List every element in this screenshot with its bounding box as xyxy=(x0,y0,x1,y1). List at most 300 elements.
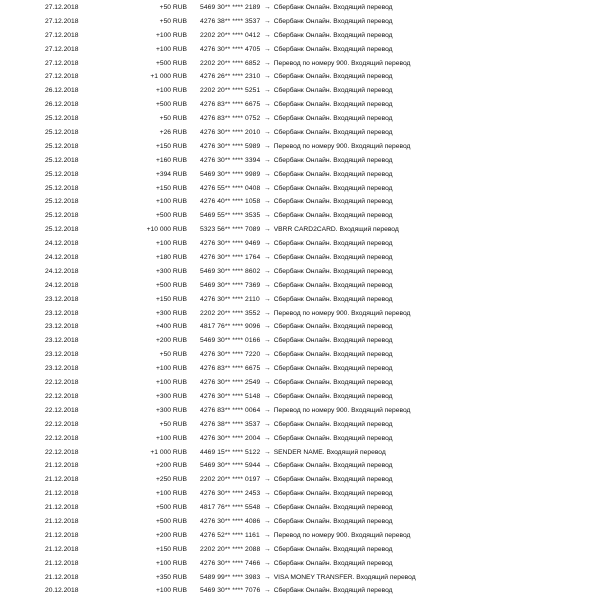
transaction-description-text: Сбербанк Онлайн. Входящий перевод xyxy=(273,392,393,400)
arrow-right-icon: → xyxy=(264,212,271,220)
transaction-row[interactable] xyxy=(0,29,601,43)
transaction-amount: +500 RUB xyxy=(155,517,187,525)
transaction-description xyxy=(264,112,393,126)
transaction-card-number: 5469 30** **** 7369 xyxy=(200,281,261,289)
transaction-card-number: 4469 15** **** 5122 xyxy=(200,448,261,456)
transaction-row[interactable] xyxy=(0,251,601,265)
transaction-description xyxy=(264,70,393,84)
transaction-date: 27.12.2018 xyxy=(45,17,79,25)
transaction-card-number: 5489 99** **** 3983 xyxy=(200,573,261,581)
arrow-right-icon: → xyxy=(264,504,271,512)
transaction-description xyxy=(264,446,386,460)
transaction-date: 24.12.2018 xyxy=(45,281,79,289)
arrow-right-icon: → xyxy=(264,323,271,331)
transaction-amount: +300 RUB xyxy=(155,392,187,400)
transaction-card-number: 4276 30** **** 4705 xyxy=(200,45,261,53)
transaction-description xyxy=(264,307,410,321)
arrow-right-icon: → xyxy=(264,226,271,234)
transaction-date: 21.12.2018 xyxy=(45,573,79,581)
transaction-row[interactable] xyxy=(0,84,601,98)
transaction-row[interactable] xyxy=(0,487,601,501)
transaction-description-text: Сбербанк Онлайн. Входящий перевод xyxy=(273,295,393,303)
transaction-card-number: 4276 26** **** 2310 xyxy=(200,73,261,81)
transaction-row[interactable] xyxy=(0,446,601,460)
transaction-description-text: Перевод по номеру 900. Входящий перевод xyxy=(273,531,411,539)
transaction-amount: +50 RUB xyxy=(159,17,187,25)
transaction-description xyxy=(264,84,393,98)
transaction-row[interactable] xyxy=(0,70,601,84)
transaction-row[interactable] xyxy=(0,43,601,57)
transaction-description xyxy=(264,487,393,501)
transaction-amount: +200 RUB xyxy=(155,337,187,345)
transaction-amount: +150 RUB xyxy=(155,142,187,150)
transaction-amount: +350 RUB xyxy=(155,573,187,581)
transaction-description xyxy=(264,126,393,140)
transaction-date: 23.12.2018 xyxy=(45,351,79,359)
transaction-date: 21.12.2018 xyxy=(45,517,79,525)
transaction-amount: +400 RUB xyxy=(155,323,187,331)
transaction-row[interactable] xyxy=(0,126,601,140)
transaction-card-number: 4817 76** **** 9096 xyxy=(200,323,261,331)
transaction-row[interactable] xyxy=(0,515,601,529)
transaction-row[interactable] xyxy=(0,154,601,168)
arrow-right-icon: → xyxy=(264,101,271,109)
arrow-right-icon: → xyxy=(264,73,271,81)
transaction-description xyxy=(264,98,393,112)
transaction-amount: +100 RUB xyxy=(155,240,187,248)
transaction-description xyxy=(264,432,393,446)
transaction-amount: +394 RUB xyxy=(155,170,187,178)
transaction-card-number: 4276 30** **** 7220 xyxy=(200,351,261,359)
transaction-description xyxy=(264,543,393,557)
transaction-description xyxy=(264,404,410,418)
transaction-row[interactable] xyxy=(0,404,601,418)
transaction-card-number: 2202 20** **** 0412 xyxy=(200,31,261,39)
transaction-card-number: 4276 30** **** 2110 xyxy=(200,295,260,303)
transaction-amount: +100 RUB xyxy=(155,87,187,95)
transaction-description-text: VBRR CARD2CARD. Входящий перевод xyxy=(273,226,399,234)
transaction-description xyxy=(264,15,393,29)
transaction-description-text: Сбербанк Онлайн. Входящий перевод xyxy=(273,504,393,512)
arrow-right-icon: → xyxy=(264,87,271,95)
transaction-date: 25.12.2018 xyxy=(45,170,79,178)
transaction-description-text: Сбербанк Онлайн. Входящий перевод xyxy=(273,351,393,359)
transaction-card-number: 4276 30** **** 2010 xyxy=(200,129,261,137)
arrow-right-icon: → xyxy=(264,490,271,498)
transaction-amount: +100 RUB xyxy=(155,198,187,206)
transaction-description-text: Сбербанк Онлайн. Входящий перевод xyxy=(273,73,393,81)
transaction-amount: +200 RUB xyxy=(155,531,187,539)
transaction-date: 25.12.2018 xyxy=(45,115,79,123)
arrow-right-icon: → xyxy=(264,156,271,164)
transaction-date: 24.12.2018 xyxy=(45,267,79,275)
transaction-description-text: Сбербанк Онлайн. Входящий перевод xyxy=(273,198,393,206)
transaction-description xyxy=(264,168,393,182)
transaction-card-number: 2202 20** **** 5251 xyxy=(200,87,261,95)
transaction-date: 21.12.2018 xyxy=(45,490,79,498)
transaction-card-number: 5469 30** **** 7076 xyxy=(200,587,261,595)
transaction-amount: +500 RUB xyxy=(155,59,187,67)
transaction-row[interactable] xyxy=(0,209,601,223)
transaction-card-number: 4276 30** **** 5148 xyxy=(200,392,261,400)
transaction-amount: +500 RUB xyxy=(155,212,187,220)
arrow-right-icon: → xyxy=(264,129,271,137)
transaction-date: 21.12.2018 xyxy=(45,545,79,553)
transaction-amount: +50 RUB xyxy=(159,420,187,428)
transaction-description xyxy=(264,154,393,168)
transaction-date: 22.12.2018 xyxy=(45,434,79,442)
transaction-description xyxy=(264,584,393,598)
transaction-card-number: 2202 20** **** 0197 xyxy=(200,476,261,484)
transaction-description-text: Сбербанк Онлайн. Входящий перевод xyxy=(273,587,393,595)
transaction-row[interactable] xyxy=(0,334,601,348)
transaction-row[interactable] xyxy=(0,237,601,251)
transaction-row[interactable] xyxy=(0,98,601,112)
transaction-description xyxy=(264,195,393,209)
transaction-row[interactable] xyxy=(0,320,601,334)
transaction-card-number: 4276 52** **** 1161 xyxy=(200,531,260,539)
transaction-description-text: Перевод по номеру 900. Входящий перевод xyxy=(273,406,411,414)
transaction-description-text: Перевод по номеру 900. Входящий перевод xyxy=(273,309,411,317)
transaction-date: 22.12.2018 xyxy=(45,448,79,456)
arrow-right-icon: → xyxy=(264,351,271,359)
transaction-card-number: 4276 30** **** 2004 xyxy=(200,434,261,442)
transaction-row[interactable] xyxy=(0,376,601,390)
arrow-right-icon: → xyxy=(264,587,271,595)
transaction-row[interactable] xyxy=(0,140,601,154)
transaction-card-number: 4276 30** **** 2549 xyxy=(200,379,261,387)
transaction-description xyxy=(264,265,393,279)
transaction-amount: +50 RUB xyxy=(159,4,187,11)
transaction-amount: +100 RUB xyxy=(155,587,187,595)
transaction-description-text: Перевод по номеру 900. Входящий перевод xyxy=(273,59,411,67)
transaction-date: 27.12.2018 xyxy=(45,31,79,39)
transaction-row[interactable] xyxy=(0,265,601,279)
transaction-card-number: 5469 30** **** 0166 xyxy=(200,337,261,345)
transaction-description-text: Сбербанк Онлайн. Входящий перевод xyxy=(273,267,393,275)
transaction-description-text: Сбербанк Онлайн. Входящий перевод xyxy=(273,156,393,164)
transaction-description xyxy=(264,571,416,585)
arrow-right-icon: → xyxy=(264,295,271,303)
transaction-card-number: 4276 30** **** 5989 xyxy=(200,142,261,150)
transaction-amount: +50 RUB xyxy=(159,351,187,359)
transaction-amount: +26 RUB xyxy=(159,129,187,137)
arrow-right-icon: → xyxy=(264,531,271,539)
arrow-right-icon: → xyxy=(264,17,271,25)
arrow-right-icon: → xyxy=(264,31,271,39)
transaction-card-number: 2202 20** **** 2088 xyxy=(200,545,261,553)
transaction-amount: +250 RUB xyxy=(155,476,187,484)
transaction-amount: +150 RUB xyxy=(155,295,187,303)
transaction-description-text: Перевод по номеру 900. Входящий перевод xyxy=(273,142,411,150)
arrow-right-icon: → xyxy=(264,448,271,456)
arrow-right-icon: → xyxy=(264,379,271,387)
transaction-card-number: 4276 30** **** 2453 xyxy=(200,490,261,498)
transaction-date: 25.12.2018 xyxy=(45,142,79,150)
transaction-row[interactable] xyxy=(0,459,601,473)
arrow-right-icon: → xyxy=(264,365,271,373)
transaction-description-text: Сбербанк Онлайн. Входящий перевод xyxy=(273,559,393,567)
transaction-description-text: Сбербанк Онлайн. Входящий перевод xyxy=(273,115,393,123)
transaction-description xyxy=(264,348,393,362)
transaction-date: 25.12.2018 xyxy=(45,226,79,234)
transaction-card-number: 4276 30** **** 3394 xyxy=(200,156,261,164)
transaction-date: 27.12.2018 xyxy=(45,4,79,11)
transaction-description xyxy=(264,334,393,348)
transaction-date: 21.12.2018 xyxy=(45,559,79,567)
transaction-description xyxy=(264,473,393,487)
transaction-description xyxy=(264,43,393,57)
transaction-amount: +50 RUB xyxy=(159,115,187,123)
arrow-right-icon: → xyxy=(264,4,271,11)
transaction-row[interactable] xyxy=(0,223,601,237)
transaction-date: 20.12.2018 xyxy=(45,587,79,595)
transaction-date: 24.12.2018 xyxy=(45,240,79,248)
transaction-amount: +10 000 RUB xyxy=(146,226,187,234)
transaction-date: 21.12.2018 xyxy=(45,504,79,512)
transaction-date: 23.12.2018 xyxy=(45,365,79,373)
arrow-right-icon: → xyxy=(264,309,271,317)
transaction-description-text: Сбербанк Онлайн. Входящий перевод xyxy=(273,434,393,442)
arrow-right-icon: → xyxy=(264,240,271,248)
transaction-date: 25.12.2018 xyxy=(45,156,79,164)
transaction-card-number: 4276 83** **** 6675 xyxy=(200,365,261,373)
transaction-row[interactable] xyxy=(0,57,601,71)
transaction-card-number: 5469 30** **** 8602 xyxy=(200,267,261,275)
transaction-date: 27.12.2018 xyxy=(45,45,79,53)
arrow-right-icon: → xyxy=(264,45,271,53)
transaction-description xyxy=(264,29,393,43)
transaction-description-text: Сбербанк Онлайн. Входящий перевод xyxy=(273,240,393,248)
arrow-right-icon: → xyxy=(264,462,271,470)
transaction-amount: +500 RUB xyxy=(155,281,187,289)
transaction-description-text: Сбербанк Онлайн. Входящий перевод xyxy=(273,365,393,373)
transaction-card-number: 5469 30** **** 9989 xyxy=(200,170,261,178)
transaction-description xyxy=(264,390,393,404)
transaction-row[interactable] xyxy=(0,293,601,307)
transaction-row[interactable] xyxy=(0,473,601,487)
transaction-description-text: Сбербанк Онлайн. Входящий перевод xyxy=(273,87,393,95)
arrow-right-icon: → xyxy=(264,517,271,525)
transaction-description-text: Сбербанк Онлайн. Входящий перевод xyxy=(273,101,393,109)
transaction-row[interactable] xyxy=(0,15,601,29)
transaction-amount: +150 RUB xyxy=(155,184,187,192)
transaction-card-number: 4276 55** **** 0408 xyxy=(200,184,261,192)
transaction-description-text: Сбербанк Онлайн. Входящий перевод xyxy=(273,184,393,192)
transaction-description-text: Сбербанк Онлайн. Входящий перевод xyxy=(273,379,393,387)
transaction-date: 23.12.2018 xyxy=(45,337,79,345)
transaction-date: 23.12.2018 xyxy=(45,323,79,331)
transaction-date: 25.12.2018 xyxy=(45,198,79,206)
arrow-right-icon: → xyxy=(264,142,271,150)
transaction-amount: +100 RUB xyxy=(155,45,187,53)
transaction-row[interactable] xyxy=(0,390,601,404)
arrow-right-icon: → xyxy=(264,281,271,289)
transaction-card-number: 5469 30** **** 5944 xyxy=(200,462,261,470)
arrow-right-icon: → xyxy=(264,184,271,192)
transaction-card-number: 4276 83** **** 0752 xyxy=(200,115,261,123)
transaction-amount: +100 RUB xyxy=(155,434,187,442)
transaction-amount: +180 RUB xyxy=(155,254,187,262)
transaction-date: 21.12.2018 xyxy=(45,476,79,484)
transaction-description xyxy=(264,237,393,251)
transaction-card-number: 4276 83** **** 6675 xyxy=(200,101,261,109)
transaction-amount: +100 RUB xyxy=(155,490,187,498)
transaction-description-text: Сбербанк Онлайн. Входящий перевод xyxy=(273,545,393,553)
transaction-card-number: 4276 38** **** 3537 xyxy=(200,420,261,428)
transaction-date: 22.12.2018 xyxy=(45,392,79,400)
transaction-row[interactable] xyxy=(0,182,601,196)
arrow-right-icon: → xyxy=(264,406,271,414)
transaction-description xyxy=(264,293,393,307)
transaction-description-text: Сбербанк Онлайн. Входящий перевод xyxy=(273,462,393,470)
transaction-description xyxy=(264,529,410,543)
transaction-card-number: 4276 40** **** 1058 xyxy=(200,198,261,206)
transaction-date: 27.12.2018 xyxy=(45,59,79,67)
transaction-description-text: Сбербанк Онлайн. Входящий перевод xyxy=(273,212,393,220)
transaction-description xyxy=(264,279,393,293)
transaction-amount: +160 RUB xyxy=(155,156,187,164)
transaction-amount: +300 RUB xyxy=(155,267,187,275)
transaction-row[interactable] xyxy=(0,168,601,182)
arrow-right-icon: → xyxy=(264,115,271,123)
transaction-card-number: 4276 30** **** 4086 xyxy=(200,517,261,525)
transaction-row[interactable] xyxy=(0,418,601,432)
arrow-right-icon: → xyxy=(264,476,271,484)
arrow-right-icon: → xyxy=(264,170,271,178)
transaction-description-text: Сбербанк Онлайн. Входящий перевод xyxy=(273,45,393,53)
arrow-right-icon: → xyxy=(264,392,271,400)
arrow-right-icon: → xyxy=(264,559,271,567)
transaction-row[interactable] xyxy=(0,584,601,598)
transaction-description-text: Сбербанк Онлайн. Входящий перевод xyxy=(273,4,393,11)
transaction-description xyxy=(264,182,393,196)
transaction-date: 22.12.2018 xyxy=(45,420,79,428)
transaction-date: 23.12.2018 xyxy=(45,295,79,303)
transaction-amount: +100 RUB xyxy=(155,559,187,567)
transaction-amount: +500 RUB xyxy=(155,504,187,512)
arrow-right-icon: → xyxy=(264,254,271,262)
transaction-amount: +100 RUB xyxy=(155,379,187,387)
transaction-description-text: Сбербанк Онлайн. Входящий перевод xyxy=(273,420,393,428)
transaction-row[interactable] xyxy=(0,307,601,321)
arrow-right-icon: → xyxy=(264,337,271,345)
transaction-description-text: Сбербанк Онлайн. Входящий перевод xyxy=(273,476,393,484)
transaction-date: 25.12.2018 xyxy=(45,184,79,192)
transaction-amount: +300 RUB xyxy=(155,309,187,317)
transaction-date: 26.12.2018 xyxy=(45,87,79,95)
transaction-card-number: 4276 30** **** 7466 xyxy=(200,559,261,567)
transaction-description xyxy=(264,376,393,390)
transaction-amount: +200 RUB xyxy=(155,462,187,470)
transaction-card-number: 2202 20** **** 6852 xyxy=(200,59,261,67)
transaction-date: 21.12.2018 xyxy=(45,462,79,470)
transaction-card-number: 5323 56** **** 7089 xyxy=(200,226,261,234)
transaction-row[interactable] xyxy=(0,501,601,515)
transaction-row[interactable] xyxy=(0,432,601,446)
transaction-card-number: 2202 20** **** 3552 xyxy=(200,309,261,317)
arrow-right-icon: → xyxy=(264,420,271,428)
transaction-card-number: 5469 30** **** 2189 xyxy=(200,4,261,11)
transaction-description xyxy=(264,362,393,376)
transaction-description xyxy=(264,251,393,265)
transaction-description xyxy=(264,501,393,515)
transaction-amount: +100 RUB xyxy=(155,365,187,373)
transaction-amount: +1 000 RUB xyxy=(150,73,187,81)
transaction-description-text: Сбербанк Онлайн. Входящий перевод xyxy=(273,254,393,262)
transaction-description xyxy=(264,320,393,334)
transaction-description-text: Сбербанк Онлайн. Входящий перевод xyxy=(273,31,393,39)
transaction-row[interactable] xyxy=(0,279,601,293)
transaction-date: 25.12.2018 xyxy=(45,212,79,220)
transaction-row[interactable] xyxy=(0,348,601,362)
transaction-amount: +300 RUB xyxy=(155,406,187,414)
transaction-row[interactable] xyxy=(0,529,601,543)
transaction-description xyxy=(264,223,399,237)
transaction-description xyxy=(264,1,393,15)
arrow-right-icon: → xyxy=(264,545,271,553)
arrow-right-icon: → xyxy=(264,573,271,581)
arrow-right-icon: → xyxy=(264,198,271,206)
transaction-description-text: Сбербанк Онлайн. Входящий перевод xyxy=(273,129,393,137)
transaction-description-text: Сбербанк Онлайн. Входящий перевод xyxy=(273,323,393,331)
transaction-description-text: SENDER NAME. Входящий перевод xyxy=(273,448,386,456)
transaction-date: 21.12.2018 xyxy=(45,531,79,539)
transaction-row[interactable] xyxy=(0,195,601,209)
transaction-amount: +100 RUB xyxy=(155,31,187,39)
transaction-row[interactable] xyxy=(0,557,601,571)
transaction-row[interactable] xyxy=(0,543,601,557)
transaction-description-text: VISA MONEY TRANSFER. Входящий перевод xyxy=(273,573,416,581)
transaction-description xyxy=(264,557,393,571)
transaction-date: 24.12.2018 xyxy=(45,254,79,262)
transaction-card-number: 4276 38** **** 3537 xyxy=(200,17,261,25)
transaction-date: 22.12.2018 xyxy=(45,379,79,387)
transaction-card-number: 4817 76** **** 5548 xyxy=(200,504,261,512)
transaction-description-text: Сбербанк Онлайн. Входящий перевод xyxy=(273,337,393,345)
transaction-date: 25.12.2018 xyxy=(45,129,79,137)
transaction-description-text: Сбербанк Онлайн. Входящий перевод xyxy=(273,517,393,525)
transaction-date: 23.12.2018 xyxy=(45,309,79,317)
transaction-description xyxy=(264,140,410,154)
arrow-right-icon: → xyxy=(264,267,271,275)
transaction-amount: +150 RUB xyxy=(155,545,187,553)
transaction-description xyxy=(264,515,393,529)
transaction-date: 27.12.2018 xyxy=(45,73,79,81)
arrow-right-icon: → xyxy=(264,434,271,442)
transaction-amount: +1 000 RUB xyxy=(150,448,187,456)
transaction-amount: +500 RUB xyxy=(155,101,187,109)
transaction-row[interactable] xyxy=(0,112,601,126)
transaction-date: 26.12.2018 xyxy=(45,101,79,109)
transaction-card-number: 5469 55** **** 3535 xyxy=(200,212,261,220)
transaction-description xyxy=(264,57,410,71)
transaction-description xyxy=(264,209,393,223)
transaction-row[interactable] xyxy=(0,362,601,376)
transaction-list xyxy=(0,1,601,598)
transaction-description xyxy=(264,418,393,432)
transaction-description-text: Сбербанк Онлайн. Входящий перевод xyxy=(273,490,393,498)
transaction-row[interactable] xyxy=(0,571,601,585)
transaction-description xyxy=(264,459,393,473)
transaction-description-text: Сбербанк Онлайн. Входящий перевод xyxy=(273,281,393,289)
transaction-card-number: 4276 30** **** 1764 xyxy=(200,254,261,262)
transaction-card-number: 4276 83** **** 0064 xyxy=(200,406,261,414)
transaction-row[interactable] xyxy=(0,1,601,15)
transaction-card-number: 4276 30** **** 9469 xyxy=(200,240,261,248)
transaction-date: 22.12.2018 xyxy=(45,406,79,414)
transaction-description-text: Сбербанк Онлайн. Входящий перевод xyxy=(273,170,393,178)
